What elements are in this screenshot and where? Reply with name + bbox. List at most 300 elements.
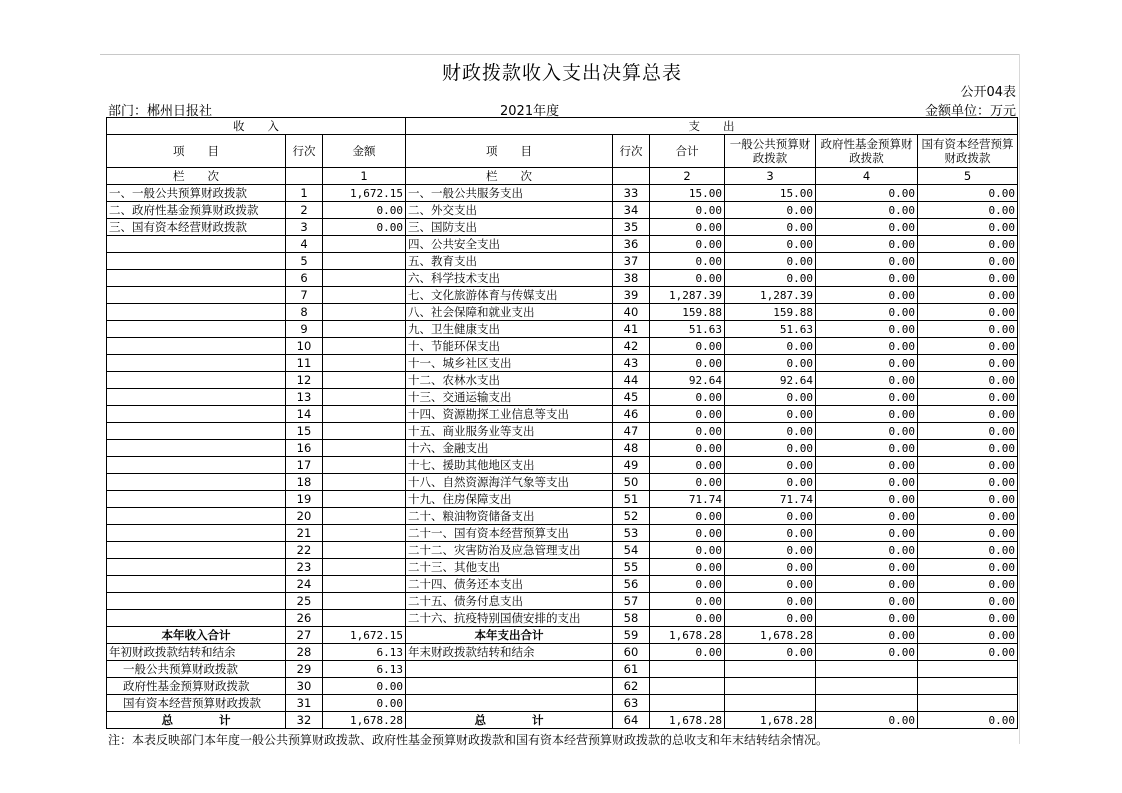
row-number: 57 — [613, 593, 650, 610]
right-border-line — [1019, 54, 1020, 744]
expense-header: 支 出 — [406, 118, 1018, 135]
state-capital-amount: 0.00 — [918, 338, 1018, 355]
row-number: 9 — [286, 321, 323, 338]
general-budget-amount: 0.00 — [725, 202, 816, 219]
general-budget-amount: 51.63 — [725, 321, 816, 338]
expense-total: 0.00 — [650, 559, 725, 576]
general-budget-amount: 0.00 — [725, 474, 816, 491]
column-number: 3 — [725, 168, 816, 185]
expense-item: 十三、交通运输支出 — [406, 389, 613, 406]
expense-total: 71.74 — [650, 491, 725, 508]
row-number: 6 — [286, 270, 323, 287]
row-number: 64 — [613, 712, 650, 729]
row-number: 27 — [286, 627, 323, 644]
row-number: 12 — [286, 372, 323, 389]
expense-item: 四、公共安全支出 — [406, 236, 613, 253]
income-item — [107, 593, 286, 610]
general-budget-amount: 0.00 — [725, 440, 816, 457]
expense-total: 0.00 — [650, 236, 725, 253]
fund-budget-amount: 0.00 — [816, 610, 918, 627]
table-row — [107, 525, 1018, 542]
table-row — [107, 372, 1018, 389]
fund-budget-header: 政府性基金预算财政拨款 — [816, 135, 918, 168]
fund-budget-amount: 0.00 — [816, 287, 918, 304]
expense-item: 三、国防支出 — [406, 219, 613, 236]
fund-budget-amount: 0.00 — [816, 491, 918, 508]
table-row — [107, 185, 1018, 202]
row-number: 16 — [286, 440, 323, 457]
income-amount — [323, 321, 406, 338]
fund-budget-amount: 0.00 — [816, 355, 918, 372]
income-item — [107, 610, 286, 627]
row-number: 13 — [286, 389, 323, 406]
state-capital-amount: 0.00 — [918, 423, 1018, 440]
row-number: 39 — [613, 287, 650, 304]
fund-budget-amount: 0.00 — [816, 576, 918, 593]
expense-total: 0.00 — [650, 457, 725, 474]
fund-budget-amount: 0.00 — [816, 389, 918, 406]
general-budget-amount: 0.00 — [725, 219, 816, 236]
row-number: 21 — [286, 525, 323, 542]
income-amount — [323, 270, 406, 287]
state-capital-amount: 0.00 — [918, 406, 1018, 423]
expense-item: 十四、资源勘探工业信息等支出 — [406, 406, 613, 423]
table-row — [107, 610, 1018, 627]
grand-total-expense-label: 总 计 — [406, 712, 613, 729]
row-number: 49 — [613, 457, 650, 474]
income-item — [107, 474, 286, 491]
expense-total-general: 1,678.28 — [725, 627, 816, 644]
state-capital-amount: 0.00 — [918, 389, 1018, 406]
general-budget-amount: 159.88 — [725, 304, 816, 321]
year-end-general: 0.00 — [725, 644, 816, 661]
expense-total-header: 合计 — [650, 135, 725, 168]
income-amount — [323, 576, 406, 593]
fund-budget-amount: 0.00 — [816, 270, 918, 287]
fund-budget-amount: 0.00 — [816, 423, 918, 440]
income-item: 二、政府性基金预算财政拨款 — [107, 202, 286, 219]
row-number: 18 — [286, 474, 323, 491]
expense-total: 0.00 — [650, 202, 725, 219]
row-number: 1 — [286, 185, 323, 202]
row-number: 48 — [613, 440, 650, 457]
income-amount — [323, 236, 406, 253]
expense-total: 0.00 — [650, 508, 725, 525]
income-item-header: 项 目 — [107, 135, 286, 168]
income-item — [107, 321, 286, 338]
row-number: 31 — [286, 695, 323, 712]
state-capital-amount: 0.00 — [918, 270, 1018, 287]
table-row — [107, 338, 1018, 355]
income-amount — [323, 304, 406, 321]
table-row — [107, 491, 1018, 508]
table-row — [107, 287, 1018, 304]
state-capital-amount: 0.00 — [918, 559, 1018, 576]
expense-total: 0.00 — [650, 253, 725, 270]
amount-unit: 金额单位：万元 — [924, 104, 1016, 119]
expense-total: 0.00 — [650, 474, 725, 491]
table-row — [107, 593, 1018, 610]
expense-total: 159.88 — [650, 304, 725, 321]
general-budget-amount: 0.00 — [725, 508, 816, 525]
expense-total-label: 本年支出合计 — [406, 627, 613, 644]
column-number: 1 — [323, 168, 406, 185]
row-number: 63 — [613, 695, 650, 712]
column-number: 5 — [918, 168, 1018, 185]
carry-state-amount: 0.00 — [323, 695, 406, 712]
state-capital-header: 国有资本经营预算财政拨款 — [918, 135, 1018, 168]
income-total-amount: 1,672.15 — [323, 627, 406, 644]
income-amount — [323, 253, 406, 270]
carry-fund-label: 政府性基金预算财政拨款 — [107, 678, 286, 695]
fund-budget-amount: 0.00 — [816, 474, 918, 491]
general-budget-amount: 0.00 — [725, 406, 816, 423]
expense-total: 0.00 — [650, 440, 725, 457]
budget-table — [106, 117, 1018, 729]
row-number: 22 — [286, 542, 323, 559]
grand-total-expense: 1,678.28 — [650, 712, 725, 729]
income-item — [107, 338, 286, 355]
fund-budget-amount: 0.00 — [816, 593, 918, 610]
expense-item: 二十三、其他支出 — [406, 559, 613, 576]
row-number: 59 — [613, 627, 650, 644]
row-number: 30 — [286, 678, 323, 695]
grand-total-state: 0.00 — [918, 712, 1018, 729]
general-budget-amount: 0.00 — [725, 610, 816, 627]
row-number: 44 — [613, 372, 650, 389]
carry-general-amount: 6.13 — [323, 661, 406, 678]
row-number: 51 — [613, 491, 650, 508]
table-row — [107, 474, 1018, 491]
table-row — [107, 423, 1018, 440]
expense-item: 十一、城乡社区支出 — [406, 355, 613, 372]
state-capital-amount: 0.00 — [918, 202, 1018, 219]
expense-total: 0.00 — [650, 406, 725, 423]
income-amount — [323, 525, 406, 542]
income-item: 三、国有资本经营财政拨款 — [107, 219, 286, 236]
income-amount: 0.00 — [323, 202, 406, 219]
income-item — [107, 423, 286, 440]
income-item — [107, 253, 286, 270]
table-row — [107, 389, 1018, 406]
expense-item: 十二、农林水支出 — [406, 372, 613, 389]
row-number: 10 — [286, 338, 323, 355]
income-item — [107, 270, 286, 287]
income-item — [107, 525, 286, 542]
row-number: 33 — [613, 185, 650, 202]
row-number: 54 — [613, 542, 650, 559]
column-number: 4 — [816, 168, 918, 185]
expense-total: 0.00 — [650, 389, 725, 406]
general-budget-amount: 0.00 — [725, 457, 816, 474]
carry-over-amount: 6.13 — [323, 644, 406, 661]
state-capital-amount: 0.00 — [918, 474, 1018, 491]
row-number: 42 — [613, 338, 650, 355]
table-row — [107, 406, 1018, 423]
income-amount — [323, 440, 406, 457]
row-number: 14 — [286, 406, 323, 423]
income-item — [107, 576, 286, 593]
expense-total: 0.00 — [650, 338, 725, 355]
state-capital-amount: 0.00 — [918, 440, 1018, 457]
table-row — [107, 321, 1018, 338]
fund-budget-amount: 0.00 — [816, 542, 918, 559]
general-budget-amount: 0.00 — [725, 236, 816, 253]
income-amount: 1,672.15 — [323, 185, 406, 202]
income-item — [107, 236, 286, 253]
income-item — [107, 355, 286, 372]
expense-item: 十七、援助其他地区支出 — [406, 457, 613, 474]
expense-item: 二、外交支出 — [406, 202, 613, 219]
income-amount — [323, 491, 406, 508]
expense-item: 十八、自然资源海洋气象等支出 — [406, 474, 613, 491]
income-amount — [323, 406, 406, 423]
expense-total: 0.00 — [650, 355, 725, 372]
row-number: 11 — [286, 355, 323, 372]
expense-total: 0.00 — [650, 270, 725, 287]
expense-item: 十九、住房保障支出 — [406, 491, 613, 508]
expense-total: 1,287.39 — [650, 287, 725, 304]
expense-item: 二十一、国有资本经营预算支出 — [406, 525, 613, 542]
table-row — [107, 253, 1018, 270]
expense-total-amount: 1,678.28 — [650, 627, 725, 644]
general-budget-amount: 0.00 — [725, 576, 816, 593]
row-number: 61 — [613, 661, 650, 678]
income-amount — [323, 593, 406, 610]
grand-total-general: 1,678.28 — [725, 712, 816, 729]
table-row — [107, 270, 1018, 287]
state-capital-amount: 0.00 — [918, 457, 1018, 474]
year-end-label: 年末财政拨款结转和结余 — [406, 644, 613, 661]
carry-fund-amount: 0.00 — [323, 678, 406, 695]
row-number: 53 — [613, 525, 650, 542]
income-amount — [323, 457, 406, 474]
income-amount — [323, 389, 406, 406]
expense-item: 二十四、债务还本支出 — [406, 576, 613, 593]
expense-item: 六、科学技术支出 — [406, 270, 613, 287]
row-number: 45 — [613, 389, 650, 406]
row-number: 23 — [286, 559, 323, 576]
table-row — [107, 440, 1018, 457]
fund-budget-amount: 0.00 — [816, 304, 918, 321]
income-amount — [323, 610, 406, 627]
general-budget-amount: 0.00 — [725, 593, 816, 610]
top-border-line — [100, 54, 1020, 55]
expense-total: 0.00 — [650, 542, 725, 559]
fund-budget-amount: 0.00 — [816, 508, 918, 525]
income-amount — [323, 559, 406, 576]
expense-total-state: 0.00 — [918, 627, 1018, 644]
income-item — [107, 457, 286, 474]
row-number: 32 — [286, 712, 323, 729]
row-number: 29 — [286, 661, 323, 678]
general-budget-amount: 1,287.39 — [725, 287, 816, 304]
general-budget-amount: 0.00 — [725, 389, 816, 406]
table-row — [107, 508, 1018, 525]
general-budget-amount: 0.00 — [725, 270, 816, 287]
table-row — [107, 559, 1018, 576]
income-amount — [323, 542, 406, 559]
report-tag: 公开04表 — [960, 85, 1016, 100]
table-row — [107, 304, 1018, 321]
state-capital-amount: 0.00 — [918, 576, 1018, 593]
general-budget-amount: 0.00 — [725, 542, 816, 559]
state-capital-amount: 0.00 — [918, 253, 1018, 270]
row-number: 37 — [613, 253, 650, 270]
row-number: 34 — [613, 202, 650, 219]
column-number: 2 — [650, 168, 725, 185]
state-capital-amount: 0.00 — [918, 304, 1018, 321]
state-capital-amount: 0.00 — [918, 508, 1018, 525]
state-capital-amount: 0.00 — [918, 321, 1018, 338]
row-number: 24 — [286, 576, 323, 593]
income-item — [107, 406, 286, 423]
carry-over-label: 年初财政拨款结转和结余 — [107, 644, 286, 661]
expense-total: 0.00 — [650, 610, 725, 627]
income-amount — [323, 287, 406, 304]
income-amount — [323, 474, 406, 491]
general-budget-amount: 15.00 — [725, 185, 816, 202]
year-end-state: 0.00 — [918, 644, 1018, 661]
expense-item: 十、节能环保支出 — [406, 338, 613, 355]
department-label: 部门：郴州日报社 — [108, 104, 213, 119]
table-row — [107, 355, 1018, 372]
row-number: 5 — [286, 253, 323, 270]
state-capital-amount: 0.00 — [918, 542, 1018, 559]
expense-item: 十六、金融支出 — [406, 440, 613, 457]
income-rowno-header: 行次 — [286, 135, 323, 168]
expense-item: 十五、商业服务业等支出 — [406, 423, 613, 440]
state-capital-amount: 0.00 — [918, 372, 1018, 389]
expense-total: 15.00 — [650, 185, 725, 202]
table-row — [107, 576, 1018, 593]
income-amount — [323, 355, 406, 372]
row-number: 20 — [286, 508, 323, 525]
income-header: 收 入 — [107, 118, 406, 135]
expense-item: 二十五、债务付息支出 — [406, 593, 613, 610]
general-budget-amount: 0.00 — [725, 423, 816, 440]
expense-item: 八、社会保障和就业支出 — [406, 304, 613, 321]
expense-item: 二十二、灾害防治及应急管理支出 — [406, 542, 613, 559]
fund-budget-amount: 0.00 — [816, 372, 918, 389]
row-number: 62 — [613, 678, 650, 695]
row-number: 58 — [613, 610, 650, 627]
fund-budget-amount: 0.00 — [816, 457, 918, 474]
general-budget-amount: 0.00 — [725, 355, 816, 372]
row-number: 8 — [286, 304, 323, 321]
general-budget-amount: 0.00 — [725, 559, 816, 576]
row-number: 60 — [613, 644, 650, 661]
expense-total: 0.00 — [650, 593, 725, 610]
row-number: 36 — [613, 236, 650, 253]
fund-budget-amount: 0.00 — [816, 338, 918, 355]
income-item — [107, 559, 286, 576]
row-number: 56 — [613, 576, 650, 593]
table-row — [107, 219, 1018, 236]
income-item: 一、一般公共预算财政拨款 — [107, 185, 286, 202]
row-number: 52 — [613, 508, 650, 525]
fund-budget-amount: 0.00 — [816, 236, 918, 253]
row-number: 25 — [286, 593, 323, 610]
expense-item: 五、教育支出 — [406, 253, 613, 270]
income-amount — [323, 423, 406, 440]
expense-item: 二十、粮油物资储备支出 — [406, 508, 613, 525]
income-item — [107, 389, 286, 406]
row-number: 2 — [286, 202, 323, 219]
general-budget-amount: 0.00 — [725, 338, 816, 355]
state-capital-amount: 0.00 — [918, 491, 1018, 508]
fund-budget-amount: 0.00 — [816, 321, 918, 338]
general-budget-amount: 0.00 — [725, 525, 816, 542]
expense-item: 一、一般公共服务支出 — [406, 185, 613, 202]
fund-budget-amount: 0.00 — [816, 559, 918, 576]
carry-state-label: 国有资本经营预算财政拨款 — [107, 695, 286, 712]
general-budget-amount: 92.64 — [725, 372, 816, 389]
column-label: 栏 次 — [406, 168, 613, 185]
expense-total: 0.00 — [650, 219, 725, 236]
fund-budget-amount: 0.00 — [816, 525, 918, 542]
general-budget-amount: 71.74 — [725, 491, 816, 508]
grand-total-fund: 0.00 — [816, 712, 918, 729]
income-amount — [323, 338, 406, 355]
table-row — [107, 236, 1018, 253]
row-number: 7 — [286, 287, 323, 304]
fund-budget-amount: 0.00 — [816, 185, 918, 202]
income-amount — [323, 372, 406, 389]
expense-item: 九、卫生健康支出 — [406, 321, 613, 338]
state-capital-amount: 0.00 — [918, 219, 1018, 236]
row-number: 4 — [286, 236, 323, 253]
income-item — [107, 304, 286, 321]
general-budget-amount: 0.00 — [725, 253, 816, 270]
row-number: 3 — [286, 219, 323, 236]
state-capital-amount: 0.00 — [918, 525, 1018, 542]
row-number: 26 — [286, 610, 323, 627]
income-item — [107, 440, 286, 457]
row-number: 47 — [613, 423, 650, 440]
table-row — [107, 457, 1018, 474]
fiscal-year: 2021年度 — [500, 104, 560, 119]
row-number: 19 — [286, 491, 323, 508]
fund-budget-amount: 0.00 — [816, 440, 918, 457]
footnote: 注：本表反映部门本年度一般公共预算财政拨款、政府性基金预算财政拨款和国有资本经营预算财政拨款的总收支和年末结转结余情况。 — [108, 733, 829, 747]
expense-item: 七、文化旅游体育与传媒支出 — [406, 287, 613, 304]
row-number: 35 — [613, 219, 650, 236]
income-amount-header: 金额 — [323, 135, 406, 168]
income-item — [107, 508, 286, 525]
table-row — [107, 202, 1018, 219]
income-item — [107, 287, 286, 304]
state-capital-amount: 0.00 — [918, 593, 1018, 610]
row-number: 15 — [286, 423, 323, 440]
fund-budget-amount: 0.00 — [816, 406, 918, 423]
fund-budget-amount: 0.00 — [816, 202, 918, 219]
state-capital-amount: 0.00 — [918, 610, 1018, 627]
expense-total: 0.00 — [650, 423, 725, 440]
column-label: 栏 次 — [107, 168, 286, 185]
income-total-label: 本年收入合计 — [107, 627, 286, 644]
row-number: 40 — [613, 304, 650, 321]
row-number: 43 — [613, 355, 650, 372]
fund-budget-amount: 0.00 — [816, 219, 918, 236]
expense-rowno-header: 行次 — [613, 135, 650, 168]
row-number: 28 — [286, 644, 323, 661]
expense-total: 92.64 — [650, 372, 725, 389]
income-amount — [323, 508, 406, 525]
expense-total: 0.00 — [650, 525, 725, 542]
income-amount: 0.00 — [323, 219, 406, 236]
expense-total: 51.63 — [650, 321, 725, 338]
